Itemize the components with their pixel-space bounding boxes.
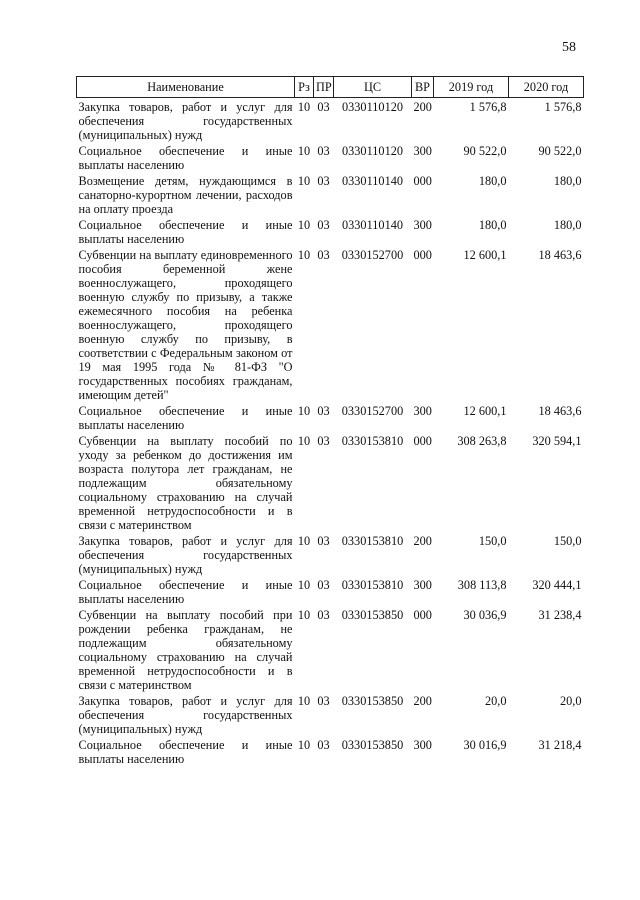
row-2020: 320 594,1 bbox=[532, 434, 582, 448]
row-2020: 320 444,1 bbox=[532, 578, 582, 592]
row-pr: 03 bbox=[317, 218, 330, 232]
row-2019: 90 522,0 bbox=[463, 144, 507, 158]
row-pr: 03 bbox=[317, 404, 330, 418]
row-vr: 000 bbox=[413, 248, 432, 262]
row-pr: 03 bbox=[317, 738, 330, 752]
row-name: Субвенции на выплату единовременного пособия беременной жене военнослужащего, проходящего военную службу по призыву, а также ежемесячного пособия на ребенка военнослужащего, проходящего военную службу по призыву, в соответствии с Федеральным законом от 19 мая 1995 года № 81-ФЗ "О государственных пособиях гражданам, имеющим детей" bbox=[78, 248, 293, 402]
row-cs: 0330153850 bbox=[341, 608, 404, 622]
row-cs: 0330110140 bbox=[341, 174, 404, 188]
table-row bbox=[77, 606, 584, 692]
row-cs: 0330110120 bbox=[341, 144, 404, 158]
row-2020: 150,0 bbox=[553, 534, 582, 548]
row-rz: 10 bbox=[297, 608, 311, 622]
row-rz: 10 bbox=[297, 100, 311, 114]
row-2019: 180,0 bbox=[478, 218, 507, 232]
row-name: Закупка товаров, работ и услуг для обеспечения государственных (муниципальных) нужд bbox=[78, 534, 293, 576]
header-rz: Рз bbox=[295, 77, 314, 98]
row-2019: 308 263,8 bbox=[457, 434, 507, 448]
table-row bbox=[77, 576, 584, 606]
header-vr: ВР bbox=[412, 77, 434, 98]
row-2020: 18 463,6 bbox=[538, 404, 582, 418]
row-rz: 10 bbox=[297, 534, 311, 548]
row-vr: 000 bbox=[413, 434, 432, 448]
row-rz: 10 bbox=[297, 174, 311, 188]
row-name: Субвенции на выплату пособий по уходу за ребенком до достижения им возраста полутора лет гражданам, не подлежащим обязательному социальному страхованию на случай временной нетрудоспособности и в связи с материнством bbox=[78, 434, 293, 532]
row-rz: 10 bbox=[297, 578, 311, 592]
table-row bbox=[77, 432, 584, 532]
row-cs: 0330153810 bbox=[341, 534, 404, 548]
header-cs: ЦС bbox=[334, 77, 412, 98]
row-rz: 10 bbox=[297, 248, 311, 262]
row-2020: 31 218,4 bbox=[538, 738, 582, 752]
table-row bbox=[77, 402, 584, 432]
row-vr: 300 bbox=[413, 404, 432, 418]
table-row bbox=[77, 736, 584, 766]
row-pr: 03 bbox=[317, 694, 330, 708]
row-cs: 0330152700 bbox=[341, 404, 404, 418]
row-name: Возмещение детям, нуждающимся в санаторно-курортном лечении, расходов на оплату проезда bbox=[78, 174, 293, 216]
row-cs: 0330110120 bbox=[341, 100, 404, 114]
row-vr: 300 bbox=[413, 144, 432, 158]
row-cs: 0330153810 bbox=[341, 434, 404, 448]
row-vr: 000 bbox=[413, 608, 432, 622]
row-vr: 000 bbox=[413, 174, 432, 188]
row-2020: 1 576,8 bbox=[544, 100, 582, 114]
table-row bbox=[77, 172, 584, 216]
row-vr: 200 bbox=[413, 534, 432, 548]
header-name: Наименование bbox=[77, 77, 295, 98]
header-2019: 2019 год bbox=[434, 77, 509, 98]
row-vr: 300 bbox=[413, 218, 432, 232]
row-2019: 308 113,8 bbox=[457, 578, 507, 592]
row-2019: 20,0 bbox=[484, 694, 507, 708]
row-2019: 30 036,9 bbox=[463, 608, 507, 622]
row-name: Социальное обеспечение и иные выплаты населению bbox=[78, 144, 293, 172]
row-2019: 12 600,1 bbox=[463, 404, 507, 418]
row-rz: 10 bbox=[297, 218, 311, 232]
table-row bbox=[77, 216, 584, 246]
table-row bbox=[77, 142, 584, 172]
row-pr: 03 bbox=[317, 248, 330, 262]
row-name: Социальное обеспечение и иные выплаты населению bbox=[78, 218, 293, 246]
budget-table bbox=[76, 76, 584, 766]
row-pr: 03 bbox=[317, 608, 330, 622]
row-rz: 10 bbox=[297, 404, 311, 418]
row-name: Социальное обеспечение и иные выплаты населению bbox=[78, 578, 293, 606]
row-rz: 10 bbox=[297, 694, 311, 708]
row-2020: 180,0 bbox=[553, 174, 582, 188]
row-cs: 0330153810 bbox=[341, 578, 404, 592]
row-2019: 150,0 bbox=[478, 534, 507, 548]
row-rz: 10 bbox=[297, 738, 311, 752]
row-name: Закупка товаров, работ и услуг для обеспечения государственных (муниципальных) нужд bbox=[78, 100, 293, 142]
header-2020: 2020 год bbox=[509, 77, 584, 98]
table-row bbox=[77, 98, 584, 143]
row-cs: 0330153850 bbox=[341, 694, 404, 708]
row-2020: 180,0 bbox=[553, 218, 582, 232]
header-pr: ПР bbox=[314, 77, 334, 98]
row-pr: 03 bbox=[317, 144, 330, 158]
row-pr: 03 bbox=[317, 534, 330, 548]
row-2020: 20,0 bbox=[559, 694, 582, 708]
page-number: 58 bbox=[562, 40, 576, 55]
row-2020: 90 522,0 bbox=[538, 144, 582, 158]
row-rz: 10 bbox=[297, 144, 311, 158]
row-name: Социальное обеспечение и иные выплаты населению bbox=[78, 738, 293, 766]
row-vr: 200 bbox=[413, 694, 432, 708]
row-pr: 03 bbox=[317, 174, 330, 188]
row-2020: 18 463,6 bbox=[538, 248, 582, 262]
row-2019: 180,0 bbox=[478, 174, 507, 188]
row-vr: 300 bbox=[413, 738, 432, 752]
row-rz: 10 bbox=[297, 434, 311, 448]
table-row bbox=[77, 692, 584, 736]
row-2019: 30 016,9 bbox=[463, 738, 507, 752]
row-cs: 0330153850 bbox=[341, 738, 404, 752]
row-pr: 03 bbox=[317, 100, 330, 114]
row-2019: 12 600,1 bbox=[463, 248, 507, 262]
row-name: Субвенции на выплату пособий при рождении ребенка гражданам, не подлежащим обязательному социальному страхованию на случай временной нетрудоспособности и в связи с материнством bbox=[78, 608, 293, 692]
row-vr: 200 bbox=[413, 100, 432, 114]
row-2020: 31 238,4 bbox=[538, 608, 582, 622]
row-name: Закупка товаров, работ и услуг для обеспечения государственных (муниципальных) нужд bbox=[78, 694, 293, 736]
table-header-row bbox=[77, 77, 584, 98]
row-cs: 0330152700 bbox=[341, 248, 404, 262]
row-pr: 03 bbox=[317, 578, 330, 592]
table-row bbox=[77, 532, 584, 576]
table-row bbox=[77, 246, 584, 402]
row-vr: 300 bbox=[413, 578, 432, 592]
row-pr: 03 bbox=[317, 434, 330, 448]
row-name: Социальное обеспечение и иные выплаты населению bbox=[78, 404, 293, 432]
row-cs: 0330110140 bbox=[341, 218, 404, 232]
row-2019: 1 576,8 bbox=[469, 100, 507, 114]
